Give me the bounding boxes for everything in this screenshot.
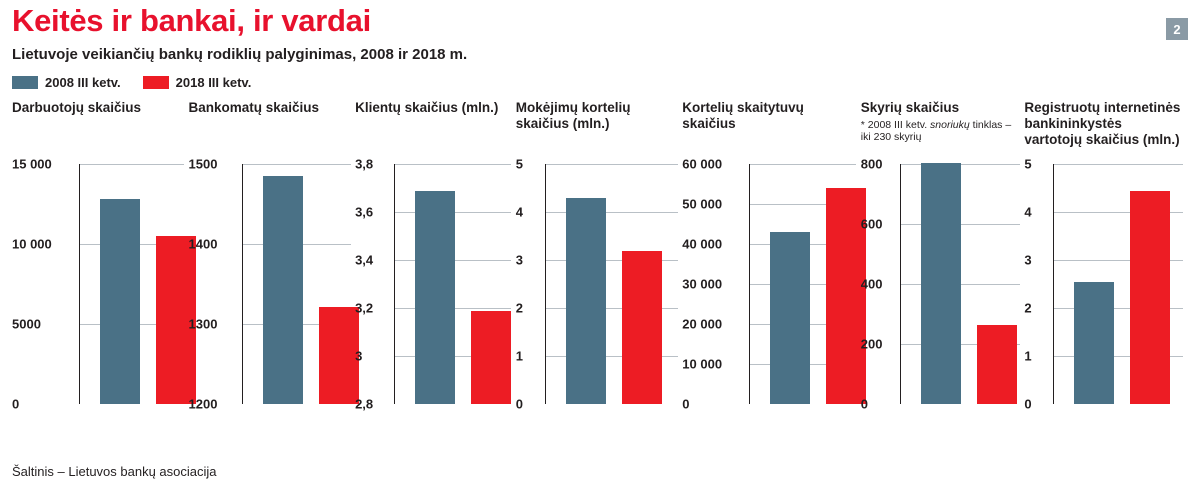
chart-title-text: Mokėjimų kortelių skaičius (mln.) [515, 100, 631, 132]
y-axis-tick-label: 0 [682, 396, 690, 412]
chart-title [12, 100, 189, 164]
y-axis-tick-label: 1200 [188, 396, 218, 412]
y-axis-tick-label: 3 [1024, 252, 1032, 268]
y-axis-tick-label: 30 000 [682, 276, 723, 292]
chart-title [355, 100, 516, 164]
y-axis-tick-label: 200 [860, 336, 883, 352]
y-axis-tick-label: 15 000 [12, 156, 52, 172]
y-axis-tick-label: 1 [515, 348, 523, 364]
chart-title [516, 100, 683, 164]
bar-2018 [977, 325, 1017, 405]
legend-label-2008: 2008 III ketv. [45, 75, 121, 91]
bar-2008 [566, 198, 606, 404]
chart-4 [515, 100, 683, 412]
y-axis-tick-label: 40 000 [682, 236, 723, 252]
y-axis-tick-label: 0 [515, 396, 523, 412]
chart-plot-area [682, 156, 860, 412]
y-axis-tick-label: 5000 [12, 316, 41, 332]
chart-title-text: Klientų skaičius (mln.) [355, 100, 499, 116]
y-axis-tick-label: 1 [1024, 348, 1032, 364]
bar-2018 [1130, 191, 1170, 405]
bar-2008 [415, 191, 455, 405]
bar-group [770, 164, 866, 404]
bar-2008 [263, 176, 303, 404]
chart-title-text: Registruotų internetinės bankininkystės vartotojų skaičius (mln.) [1024, 100, 1181, 147]
y-axis-tick-label: 0 [12, 396, 20, 412]
y-axis-tick-label: 1300 [188, 316, 218, 332]
infographic-page [0, 4, 1200, 493]
y-axis-tick-label: 4 [515, 204, 523, 220]
y-axis-tick-label: 4 [1024, 204, 1032, 220]
bar-2018 [319, 307, 359, 405]
chart-title-text: Skyrių skaičius [860, 100, 960, 116]
page-subtitle: Lietuvoje veikiančių bankų rodiklių palyginimas, 2008 ir 2018 m. [12, 46, 468, 64]
legend-label-2018: 2018 III ketv. [175, 75, 252, 91]
chart-plot-area [860, 156, 1025, 412]
chart-plot-area [515, 156, 683, 412]
y-axis-line [394, 164, 395, 404]
chart-1 [12, 100, 189, 412]
chart-3 [355, 100, 516, 412]
y-axis-line [545, 164, 546, 404]
bar-2008 [921, 163, 961, 404]
y-axis-tick-label: 2 [1024, 300, 1032, 316]
y-axis-tick-label: 3 [355, 348, 363, 364]
y-axis-tick-label: 0 [860, 396, 869, 412]
bar-2008 [100, 199, 140, 404]
y-axis-tick-label: 0 [1024, 396, 1032, 412]
y-axis-tick-label: 800 [860, 156, 883, 172]
y-axis-tick-label: 3,2 [355, 300, 374, 316]
y-axis-tick-label: 2 [515, 300, 523, 316]
y-axis-line [242, 164, 243, 404]
chart-plot-area [355, 156, 516, 412]
bar-2018 [471, 311, 511, 405]
bar-group [921, 164, 1017, 404]
y-axis-tick-label: 2,8 [355, 396, 374, 412]
chart-title-text: Bankomatų skaičius [188, 100, 320, 116]
page-number-badge: 2 [1166, 18, 1188, 40]
bar-group [263, 164, 359, 404]
legend-swatch-2018 [143, 76, 169, 89]
chart-footnote: * 2008 III ketv. snoriukų tinklas – iki 230 skyrių [860, 119, 1012, 144]
y-axis-line [749, 164, 750, 404]
chart-plot-area [12, 156, 189, 412]
chart-title [189, 100, 356, 164]
bar-group [566, 164, 662, 404]
source-note: Šaltinis – Lietuvos bankų asociacija [12, 464, 217, 479]
bar-2008 [1074, 282, 1114, 404]
y-axis-line [900, 164, 901, 404]
legend-item-2018 [143, 75, 252, 90]
y-axis-tick-label: 5 [1024, 156, 1032, 172]
legend-swatch-2008 [12, 76, 38, 89]
bar-group [415, 164, 511, 404]
legend-item-2008 [12, 75, 121, 90]
y-axis-tick-label: 3 [515, 252, 523, 268]
chart-title [861, 100, 1025, 164]
bar-2008 [770, 232, 810, 404]
y-axis-tick-label: 10 000 [682, 356, 723, 372]
y-axis-tick-label: 3,6 [355, 204, 374, 220]
chart-6 [860, 100, 1025, 412]
y-axis-tick-label: 400 [860, 276, 883, 292]
y-axis-tick-label: 1400 [188, 236, 218, 252]
y-axis-tick-label: 20 000 [682, 316, 723, 332]
bar-group [1074, 164, 1170, 404]
chart-plot-area [188, 156, 356, 412]
y-axis-tick-label: 5 [515, 156, 523, 172]
chart-7 [1024, 100, 1188, 412]
y-axis-tick-label: 10 000 [12, 236, 52, 252]
chart-plot-area [1024, 156, 1188, 412]
y-axis-tick-label: 50 000 [682, 196, 723, 212]
chart-2 [188, 100, 356, 412]
chart-title-text: Darbuotojų skaičius [12, 100, 142, 116]
chart-title-text: Kortelių skaitytuvų skaičius [682, 100, 804, 132]
y-axis-tick-label: 60 000 [682, 156, 723, 172]
bar-group [100, 164, 196, 404]
y-axis-tick-label: 3,8 [355, 156, 374, 172]
chart-5 [682, 100, 860, 412]
bar-2018 [622, 251, 662, 405]
page-title: Keitės ir bankai, ir vardai [12, 3, 371, 38]
y-axis-line [1053, 164, 1054, 404]
chart-title [682, 100, 860, 164]
y-axis-tick-label: 600 [860, 216, 883, 232]
y-axis-tick-label: 1500 [188, 156, 218, 172]
y-axis-tick-label: 3,4 [355, 252, 374, 268]
chart-legend [12, 75, 1188, 90]
charts-container [12, 100, 1188, 412]
chart-title [1024, 100, 1188, 164]
y-axis-line [79, 164, 80, 404]
